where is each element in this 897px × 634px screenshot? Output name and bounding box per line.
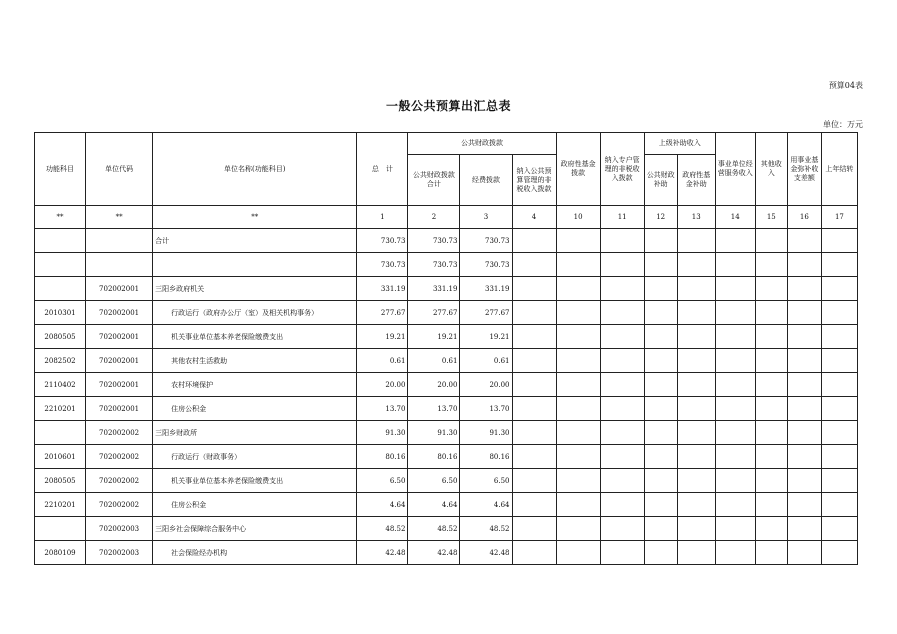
cell-unit-name (153, 253, 357, 277)
cell-func-subject: 2082502 (35, 349, 86, 373)
cell-empty (556, 349, 600, 373)
cell-public-finance-total: 331.19 (408, 277, 460, 301)
cell-expense-grant: 277.67 (460, 301, 512, 325)
cell-empty (556, 541, 600, 565)
cell-empty (600, 349, 644, 373)
table-row (35, 469, 858, 493)
header-total: 总 计 (357, 133, 408, 206)
index-cell: 14 (715, 206, 755, 229)
cell-expense-grant: 730.73 (460, 229, 512, 253)
cell-empty (755, 229, 787, 253)
cell-empty (644, 397, 677, 421)
cell-empty (715, 349, 755, 373)
cell-empty (677, 277, 715, 301)
cell-empty (600, 325, 644, 349)
cell-empty (556, 445, 600, 469)
cell-empty (715, 469, 755, 493)
header-non-tax-in-budget: 纳入公共预算管理的非税收入拨款 (512, 155, 556, 206)
cell-empty (755, 397, 787, 421)
cell-empty (644, 349, 677, 373)
cell-expense-grant: 4.64 (460, 493, 512, 517)
cell-empty (755, 253, 787, 277)
cell-empty (715, 301, 755, 325)
cell-empty (677, 421, 715, 445)
cell-public-finance-total: 6.50 (408, 469, 460, 493)
cell-total: 42.48 (357, 541, 408, 565)
cell-empty (821, 349, 857, 373)
cell-empty (787, 325, 821, 349)
table-body (35, 229, 858, 565)
cell-unit-code (86, 229, 153, 253)
cell-empty (512, 277, 556, 301)
header-fund-balance: 用事业基金弥补收支差额 (787, 133, 821, 206)
cell-func-subject: 2210201 (35, 493, 86, 517)
cell-empty (755, 421, 787, 445)
cell-empty (821, 397, 857, 421)
cell-unit-code: 702002003 (86, 517, 153, 541)
cell-empty (556, 373, 600, 397)
cell-unit-code: 702002001 (86, 301, 153, 325)
index-cell: 1 (357, 206, 408, 229)
table-row (35, 493, 858, 517)
cell-empty (512, 325, 556, 349)
index-cell: 3 (460, 206, 512, 229)
cell-empty (512, 541, 556, 565)
cell-total: 6.50 (357, 469, 408, 493)
cell-empty (600, 421, 644, 445)
index-cell: 2 (408, 206, 460, 229)
cell-unit-code: 702002001 (86, 349, 153, 373)
cell-empty (600, 469, 644, 493)
cell-total: 20.00 (357, 373, 408, 397)
cell-empty (677, 373, 715, 397)
cell-empty (644, 277, 677, 301)
index-cell: 17 (821, 206, 857, 229)
cell-empty (600, 301, 644, 325)
cell-empty (821, 277, 857, 301)
cell-empty (787, 469, 821, 493)
header-public-finance: 公共财政拨款 (408, 133, 556, 155)
cell-empty (600, 541, 644, 565)
table-row (35, 229, 858, 253)
cell-empty (755, 493, 787, 517)
cell-empty (512, 229, 556, 253)
cell-empty (644, 541, 677, 565)
cell-empty (755, 349, 787, 373)
cell-unit-name: 住房公积金 (153, 397, 357, 421)
index-cell: 12 (644, 206, 677, 229)
cell-empty (715, 493, 755, 517)
cell-empty (715, 229, 755, 253)
cell-expense-grant: 331.19 (460, 277, 512, 301)
cell-total: 730.73 (357, 229, 408, 253)
cell-expense-grant: 48.52 (460, 517, 512, 541)
cell-empty (787, 253, 821, 277)
header-service-income: 事业单位经营服务收入 (715, 133, 755, 206)
cell-total: 19.21 (357, 325, 408, 349)
cell-empty (755, 517, 787, 541)
cell-total: 13.70 (357, 397, 408, 421)
cell-empty (715, 253, 755, 277)
cell-expense-grant: 0.61 (460, 349, 512, 373)
cell-empty (787, 373, 821, 397)
cell-unit-code: 702002002 (86, 493, 153, 517)
cell-empty (644, 253, 677, 277)
cell-empty (787, 421, 821, 445)
header-expense-grant: 经费拨款 (460, 155, 512, 206)
cell-empty (787, 229, 821, 253)
cell-empty (677, 325, 715, 349)
cell-empty (715, 397, 755, 421)
cell-empty (715, 517, 755, 541)
header-other-income: 其他收入 (755, 133, 787, 206)
header-superior-subsidy: 上级补助收入 (644, 133, 715, 155)
cell-empty (787, 349, 821, 373)
unit-label: 单位：万元 (823, 120, 863, 129)
cell-empty (715, 541, 755, 565)
cell-empty (512, 397, 556, 421)
cell-empty (512, 469, 556, 493)
cell-func-subject: 2210201 (35, 397, 86, 421)
cell-unit-name: 行政运行（政府办公厅（室）及相关机构事务） (153, 301, 357, 325)
cell-empty (600, 445, 644, 469)
document-title: 一般公共预算出汇总表 (385, 99, 511, 113)
cell-unit-name: 行政运行（财政事务） (153, 445, 357, 469)
cell-func-subject: 2110402 (35, 373, 86, 397)
table-row (35, 301, 858, 325)
header-public-finance-total: 公共财政拨款合计 (408, 155, 460, 206)
table-row (35, 349, 858, 373)
index-cell: 13 (677, 206, 715, 229)
cell-public-finance-total: 91.30 (408, 421, 460, 445)
cell-total: 277.67 (357, 301, 408, 325)
cell-empty (821, 493, 857, 517)
cell-empty (644, 445, 677, 469)
cell-total: 48.52 (357, 517, 408, 541)
cell-empty (512, 493, 556, 517)
cell-unit-name: 其他农村生活救助 (153, 349, 357, 373)
index-cell: ** (153, 206, 357, 229)
cell-empty (512, 349, 556, 373)
table-row (35, 517, 858, 541)
cell-expense-grant: 13.70 (460, 397, 512, 421)
cell-empty (600, 517, 644, 541)
cell-unit-code: 702002002 (86, 421, 153, 445)
cell-empty (677, 493, 715, 517)
cell-empty (677, 349, 715, 373)
cell-expense-grant: 730.73 (460, 253, 512, 277)
cell-empty (644, 493, 677, 517)
cell-empty (600, 277, 644, 301)
cell-unit-name: 社会保险经办机构 (153, 541, 357, 565)
cell-empty (644, 469, 677, 493)
cell-empty (644, 373, 677, 397)
cell-empty (512, 253, 556, 277)
cell-empty (556, 301, 600, 325)
cell-expense-grant: 20.00 (460, 373, 512, 397)
cell-total: 91.30 (357, 421, 408, 445)
cell-empty (677, 517, 715, 541)
cell-unit-code: 702002001 (86, 325, 153, 349)
cell-empty (600, 493, 644, 517)
index-cell: ** (35, 206, 86, 229)
cell-func-subject (35, 421, 86, 445)
cell-total: 331.19 (357, 277, 408, 301)
cell-public-finance-total: 42.48 (408, 541, 460, 565)
cell-unit-name: 机关事业单位基本养老保险缴费支出 (153, 469, 357, 493)
index-cell: ** (86, 206, 153, 229)
cell-public-finance-total: 80.16 (408, 445, 460, 469)
cell-unit-name: 住房公积金 (153, 493, 357, 517)
cell-empty (755, 469, 787, 493)
index-cell: 10 (556, 206, 600, 229)
header-unit-code: 单位代码 (86, 133, 153, 206)
cell-empty (821, 517, 857, 541)
cell-empty (556, 277, 600, 301)
cell-empty (677, 301, 715, 325)
cell-empty (677, 229, 715, 253)
cell-empty (556, 229, 600, 253)
table-row (35, 373, 858, 397)
cell-empty (600, 397, 644, 421)
cell-empty (755, 277, 787, 301)
cell-unit-name: 三阳乡财政所 (153, 421, 357, 445)
cell-empty (512, 373, 556, 397)
cell-unit-name: 三阳乡政府机关 (153, 277, 357, 301)
cell-empty (556, 469, 600, 493)
cell-unit-code: 702002002 (86, 469, 153, 493)
cell-empty (677, 541, 715, 565)
cell-expense-grant: 42.48 (460, 541, 512, 565)
cell-empty (644, 325, 677, 349)
cell-empty (677, 469, 715, 493)
cell-public-finance-total: 277.67 (408, 301, 460, 325)
cell-empty (600, 373, 644, 397)
cell-empty (556, 517, 600, 541)
cell-empty (787, 445, 821, 469)
form-number: 预算04表 (828, 81, 863, 90)
cell-unit-code: 702002002 (86, 445, 153, 469)
index-cell: 15 (755, 206, 787, 229)
cell-empty (512, 301, 556, 325)
cell-empty (821, 253, 857, 277)
cell-empty (787, 541, 821, 565)
cell-empty (821, 301, 857, 325)
cell-public-finance-total: 48.52 (408, 517, 460, 541)
cell-func-subject (35, 229, 86, 253)
cell-func-subject (35, 253, 86, 277)
cell-empty (755, 325, 787, 349)
cell-total: 0.61 (357, 349, 408, 373)
cell-empty (821, 445, 857, 469)
cell-public-finance-total: 0.61 (408, 349, 460, 373)
cell-empty (715, 373, 755, 397)
cell-empty (644, 301, 677, 325)
index-cell: 11 (600, 206, 644, 229)
cell-total: 730.73 (357, 253, 408, 277)
table-row (35, 277, 858, 301)
header-special-non-tax: 纳入专户管理的非税收入拨款 (600, 133, 644, 206)
cell-empty (715, 421, 755, 445)
cell-empty (677, 445, 715, 469)
cell-empty (821, 421, 857, 445)
cell-unit-name: 合计 (153, 229, 357, 253)
cell-total: 80.16 (357, 445, 408, 469)
cell-func-subject: 2010301 (35, 301, 86, 325)
cell-empty (556, 421, 600, 445)
cell-empty (556, 397, 600, 421)
cell-unit-name: 三阳乡社会保障综合服务中心 (153, 517, 357, 541)
cell-empty (644, 517, 677, 541)
header-last-year-carry: 上年结转 (821, 133, 857, 206)
cell-public-finance-total: 20.00 (408, 373, 460, 397)
cell-func-subject: 2080505 (35, 325, 86, 349)
cell-empty (600, 253, 644, 277)
cell-expense-grant: 91.30 (460, 421, 512, 445)
table-row (35, 325, 858, 349)
cell-public-finance-total: 19.21 (408, 325, 460, 349)
cell-unit-name: 机关事业单位基本养老保险缴费支出 (153, 325, 357, 349)
cell-func-subject: 2010601 (35, 445, 86, 469)
cell-empty (556, 253, 600, 277)
cell-expense-grant: 6.50 (460, 469, 512, 493)
header-unit-name: 单位名称(功能科目) (153, 133, 357, 206)
cell-unit-name: 农村环境保护 (153, 373, 357, 397)
cell-expense-grant: 19.21 (460, 325, 512, 349)
cell-func-subject (35, 277, 86, 301)
cell-func-subject (35, 517, 86, 541)
cell-empty (644, 229, 677, 253)
cell-empty (600, 229, 644, 253)
table-row (35, 253, 858, 277)
cell-empty (677, 253, 715, 277)
table-row (35, 421, 858, 445)
cell-empty (821, 373, 857, 397)
cell-empty (677, 397, 715, 421)
header-gov-fund: 政府性基金拨款 (556, 133, 600, 206)
cell-unit-code: 702002001 (86, 397, 153, 421)
cell-empty (755, 301, 787, 325)
header-gov-fund-subsidy: 政府性基金补助 (677, 155, 715, 206)
cell-empty (787, 301, 821, 325)
cell-empty (512, 421, 556, 445)
cell-public-finance-total: 730.73 (408, 253, 460, 277)
cell-empty (787, 277, 821, 301)
cell-unit-code (86, 253, 153, 277)
cell-public-finance-total: 13.70 (408, 397, 460, 421)
cell-unit-code: 702002001 (86, 373, 153, 397)
cell-public-finance-total: 730.73 (408, 229, 460, 253)
column-index-row (35, 206, 858, 229)
cell-empty (715, 445, 755, 469)
cell-empty (821, 229, 857, 253)
table-row (35, 445, 858, 469)
header-func-subject: 功能科目 (35, 133, 86, 206)
cell-empty (787, 397, 821, 421)
table-row (35, 541, 858, 565)
cell-empty (755, 541, 787, 565)
cell-empty (821, 469, 857, 493)
cell-empty (644, 421, 677, 445)
cell-empty (787, 493, 821, 517)
cell-empty (512, 445, 556, 469)
cell-empty (755, 373, 787, 397)
index-cell: 16 (787, 206, 821, 229)
cell-empty (755, 445, 787, 469)
cell-expense-grant: 80.16 (460, 445, 512, 469)
index-cell: 4 (512, 206, 556, 229)
cell-unit-code: 702002001 (86, 277, 153, 301)
cell-func-subject: 2080505 (35, 469, 86, 493)
cell-func-subject: 2080109 (35, 541, 86, 565)
budget-table (34, 132, 858, 565)
cell-empty (821, 325, 857, 349)
cell-empty (556, 325, 600, 349)
table-row (35, 397, 858, 421)
cell-public-finance-total: 4.64 (408, 493, 460, 517)
cell-empty (787, 517, 821, 541)
cell-empty (556, 493, 600, 517)
cell-empty (821, 541, 857, 565)
cell-empty (715, 277, 755, 301)
cell-unit-code: 702002003 (86, 541, 153, 565)
header-public-finance-subsidy: 公共财政补助 (644, 155, 677, 206)
cell-empty (715, 325, 755, 349)
cell-empty (512, 517, 556, 541)
cell-total: 4.64 (357, 493, 408, 517)
